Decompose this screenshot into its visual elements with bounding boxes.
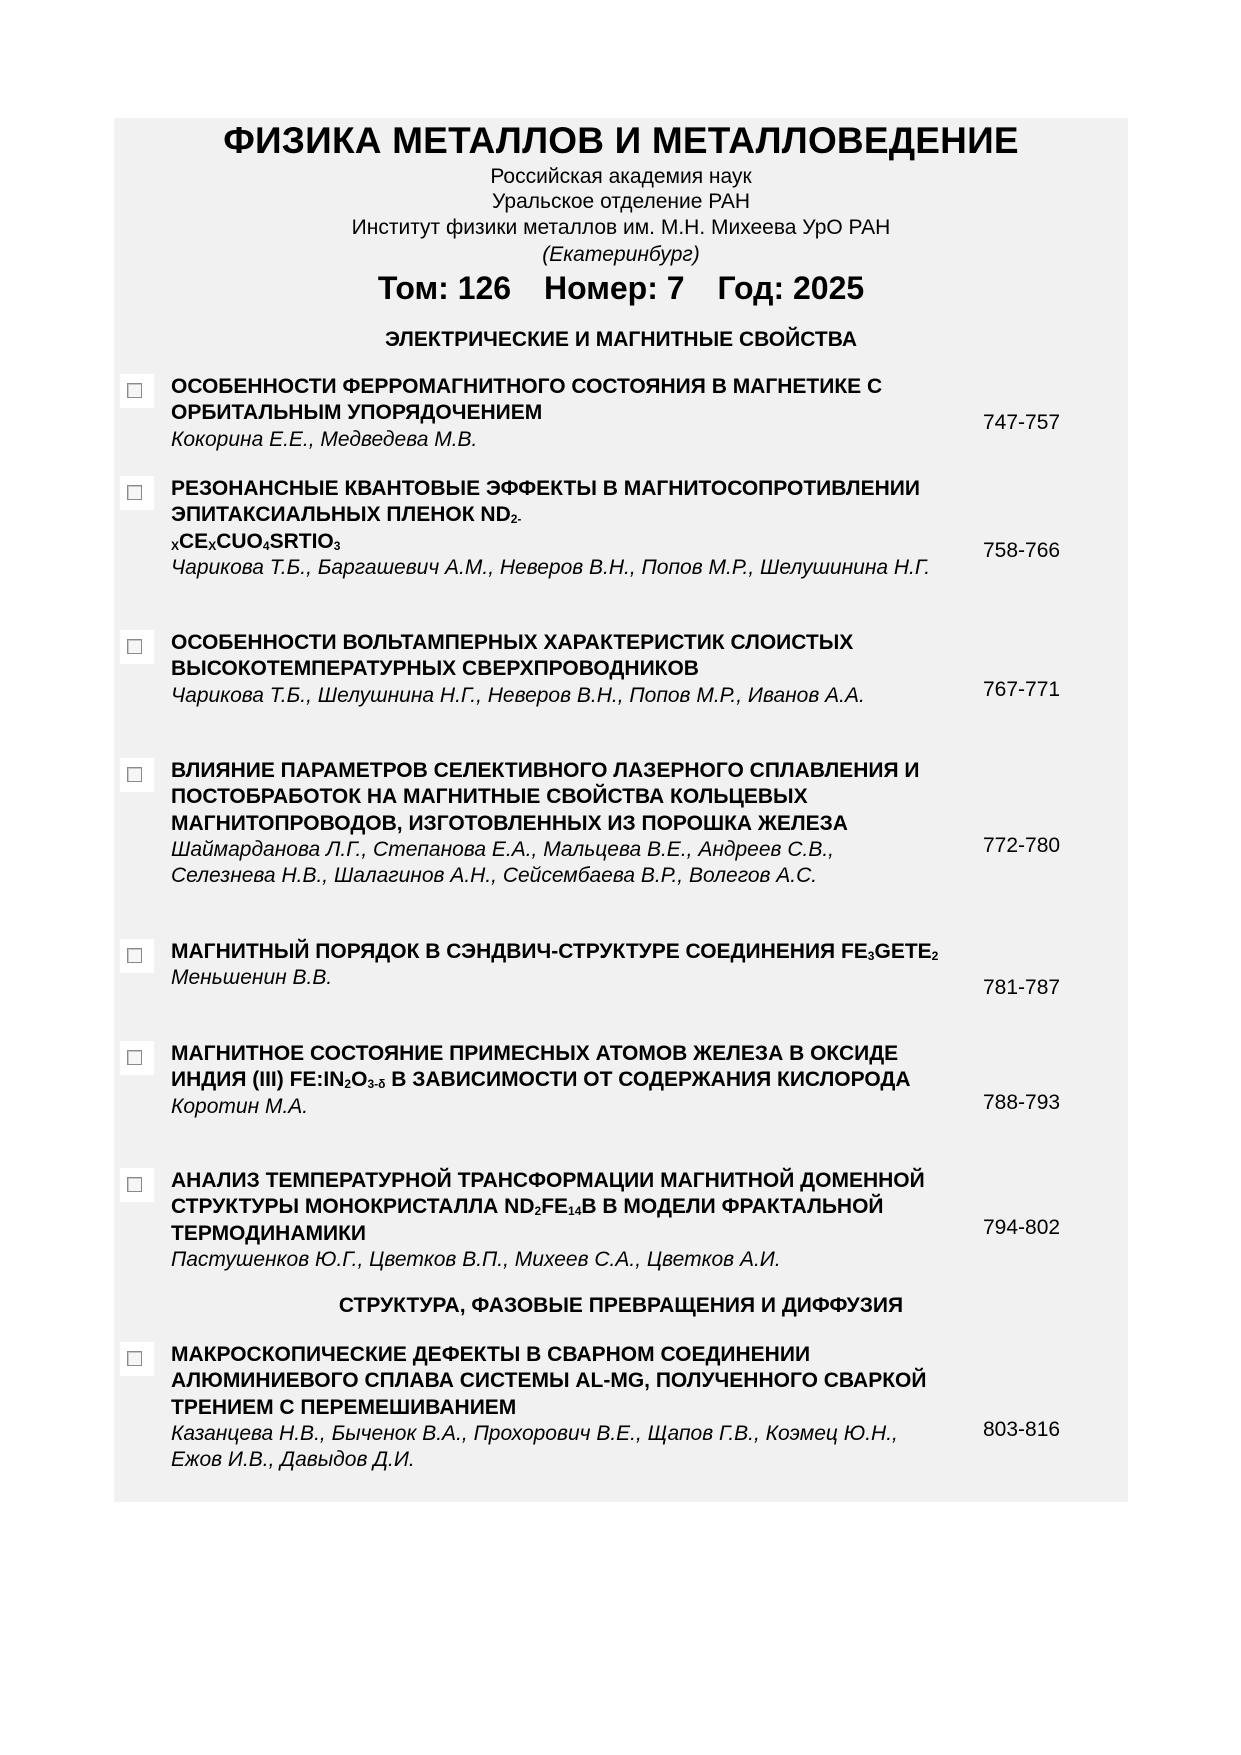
organization-line: Институт физики металлов им. М.Н. Михеева УрО РАН — [351, 216, 891, 239]
checkbox-icon — [127, 948, 142, 963]
checkbox-icon — [127, 485, 142, 500]
journal-city: (Екатеринбург) — [542, 243, 700, 266]
article-checkbox[interactable] — [120, 939, 154, 973]
section-heading: ЭЛЕКТРИЧЕСКИЕ И МАГНИТНЫЕ СВОЙСТВА — [385, 328, 857, 351]
organization-line: Российская академия наук — [490, 165, 752, 188]
article-checkbox[interactable] — [120, 1041, 154, 1075]
article-title[interactable]: ОСОБЕННОСТИ ВОЛЬТАМПЕРНЫХ ХАРАКТЕРИСТИК СЛОИСТЫХ ВЫСОКОТЕМПЕРАТУРНЫХ СВЕРХПРОВОДНИКОВ — [171, 631, 854, 681]
article-pages: 794-802 — [983, 1216, 1061, 1239]
article-pages: 767-771 — [983, 678, 1061, 701]
article-checkbox[interactable] — [120, 374, 154, 408]
checkbox-icon — [127, 383, 142, 398]
journal-title: ФИЗИКА МЕТАЛЛОВ И МЕТАЛЛОВЕДЕНИЕ — [223, 120, 1019, 161]
checkbox-icon — [127, 767, 142, 782]
checkbox-icon — [127, 1351, 142, 1366]
article-checkbox[interactable] — [120, 1168, 154, 1202]
article-pages: 747-757 — [983, 411, 1061, 434]
article-title[interactable]: РЕЗОНАНСНЫЕ КВАНТОВЫЕ ЭФФЕКТЫ В МАГНИТОСОПРОТИВЛЕНИИ ЭПИТАКСИАЛЬНЫХ ПЛЕНОК $ND_{2-}$ $_XCE_XCUO_4SRTIO_3$ — [171, 477, 920, 553]
issue-number: Номер: 7 — [543, 270, 685, 306]
article-title[interactable]: АНАЛИЗ ТЕМПЕРАТУРНОЙ ТРАНСФОРМАЦИИ МАГНИТНОЙ ДОМЕННОЙ СТРУКТУРЫ МОНОКРИСТАЛЛА $ND_2FE_{14}B$ В МОДЕЛИ ФРАКТАЛЬНОЙ ТЕРМОДИНАМИКИ — [171, 1169, 925, 1245]
article-title[interactable]: МАГНИТНЫЙ ПОРЯДОК В СЭНДВИЧ-СТРУКТУРЕ СОЕДИНЕНИЯ $FE_3GETE_2$ — [171, 940, 939, 963]
section-heading: СТРУКТУРА, ФАЗОВЫЕ ПРЕВРАЩЕНИЯ И ДИФФУЗИЯ — [338, 1294, 904, 1317]
article-checkbox[interactable] — [120, 758, 154, 792]
article-authors: Чарикова Т.Б., Баргашевич А.М., Неверов В.Н., Попов М.Р., Шелушинина Н.Г. — [171, 555, 931, 579]
article-pages: 781-787 — [983, 976, 1061, 999]
article-checkbox[interactable] — [120, 1342, 154, 1376]
checkbox-icon — [127, 1177, 142, 1192]
checkbox-icon — [127, 1050, 142, 1065]
article-authors: Чарикова Т.Б., Шелушнина Н.Г., Неверов В.Н., Попов М.Р., Иванов А.А. — [171, 683, 865, 707]
article-pages: 758-766 — [983, 539, 1061, 562]
organization-line: Уральское отделение РАН — [492, 190, 750, 213]
article-authors: Кокорина Е.Е., Медведева М.В. — [171, 427, 478, 451]
article-pages: 803-816 — [983, 1418, 1061, 1441]
article-authors: Казанцева Н.В., Быченок В.А., Прохорович В.Е., Щапов Г.В., Коэмец Ю.Н., Ежов И.В., Давыдов Д.И. — [171, 1421, 898, 1471]
article-title[interactable]: ВЛИЯНИЕ ПАРАМЕТРОВ СЕЛЕКТИВНОГО ЛАЗЕРНОГО СПЛАВЛЕНИЯ И ПОСТОБРАБОТОК НА МАГНИТНЫЕ СВОЙСТВА КОЛЬЦЕВЫХ МАГНИТОПРОВОДОВ, ИЗГОТОВЛЕННЫХ ИЗ ПОРОШКА ЖЕЛЕЗА — [171, 759, 920, 835]
article-title[interactable]: ОСОБЕННОСТИ ФЕРРОМАГНИТНОГО СОСТОЯНИЯ В МАГНЕТИКЕ С ОРБИТАЛЬНЫМ УПОРЯДОЧЕНИЕМ — [171, 375, 883, 425]
article-authors: Коротин М.А. — [171, 1094, 309, 1118]
article-pages: 788-793 — [983, 1091, 1061, 1114]
article-checkbox[interactable] — [120, 630, 154, 664]
article-authors: Шаймарданова Л.Г., Степанова Е.А., Мальцева В.Е., Андреев С.В., Селезнева Н.В., Шалагинов А.Н., Сейсембаева В.Р., Волегов А.С. — [171, 837, 834, 887]
issue-info — [114, 270, 1128, 307]
issue-volume: Том: 126 — [377, 270, 512, 306]
article-title[interactable]: МАГНИТНОЕ СОСТОЯНИЕ ПРИМЕСНЫХ АТОМОВ ЖЕЛЕЗА В ОКСИДЕ ИНДИЯ (III) $FE:IN_2O_{3-\delta}$ В ЗАВИСИМОСТИ ОТ СОДЕРЖАНИЯ КИСЛОРОДА — [171, 1042, 911, 1092]
article-checkbox[interactable] — [120, 476, 154, 510]
article-authors: Пастушенков Ю.Г., Цветков В.П., Михеев С.А., Цветков А.И. — [171, 1247, 781, 1271]
article-pages: 772-780 — [983, 834, 1061, 857]
issue-year: Год: 2025 — [717, 270, 865, 306]
article-authors: Меньшенин В.В. — [171, 966, 333, 990]
article-title[interactable]: МАКРОСКОПИЧЕСКИЕ ДЕФЕКТЫ В СВАРНОМ СОЕДИНЕНИИ АЛЮМИНИЕВОГО СПЛАВА СИСТЕМЫ AL-MG, ПОЛУЧЕННОГО СВАРКОЙ ТРЕНИЕМ С ПЕРЕМЕШИВАНИЕМ — [171, 1343, 927, 1419]
checkbox-icon — [127, 639, 142, 654]
